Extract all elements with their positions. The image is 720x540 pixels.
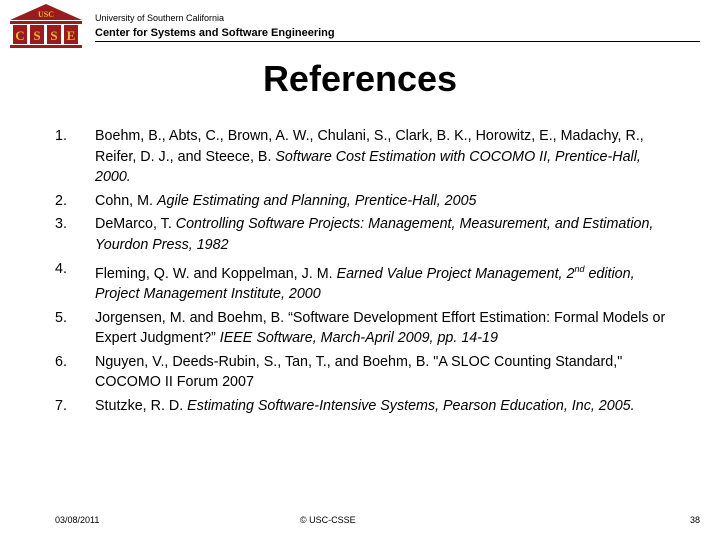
- reference-text: IEEE Software, March-April 2009, pp. 14-19: [219, 330, 498, 347]
- reference-text: nd: [574, 263, 585, 274]
- reference-text: Earned Value Project Management, 2: [336, 265, 575, 282]
- reference-item: [55, 214, 675, 255]
- page-title: References: [262, 58, 458, 99]
- logo-letter-boxes: [13, 25, 78, 44]
- logo-usc-text: USC: [37, 10, 55, 19]
- reference-number: 3.: [55, 216, 67, 233]
- usc-csse-logo: [6, 2, 86, 50]
- reference-number: 1.: [55, 128, 67, 144]
- reference-text: Fleming, Q. W. and Koppelman, J. M.: [95, 265, 337, 282]
- reference-number: 7.: [55, 397, 67, 414]
- reference-item: [55, 352, 675, 393]
- reference-item: [55, 396, 675, 417]
- logo-letter: S: [50, 28, 58, 43]
- logo-letter: S: [33, 28, 41, 43]
- reference-text: edition, Project Management Institute, 2000: [95, 265, 635, 302]
- footer-copyright: © USC-CSSE: [300, 515, 356, 525]
- reference-text: DeMarco, T.: [95, 216, 176, 233]
- footer-date: 03/08/2011: [55, 515, 100, 525]
- reference-number: 4.: [55, 260, 67, 277]
- logo-letter: C: [15, 28, 25, 43]
- reference-item: [55, 259, 675, 305]
- logo-letter: E: [66, 28, 76, 43]
- university-name: University of Southern California: [95, 13, 225, 23]
- header-divider: [95, 41, 700, 42]
- reference-text: Stutzke, R. D.: [95, 397, 188, 414]
- reference-item: [55, 126, 675, 188]
- reference-number: 6.: [55, 353, 67, 370]
- reference-text: Estimating Software-Intensive Systems, Pearson Education, Inc, 2005.: [187, 397, 635, 414]
- reference-text: Nguyen, V., Deeds-Rubin, S., Tan, T., and Boehm, B. "A SLOC Counting Standard," COCOMO II Forum 2007: [95, 353, 623, 391]
- reference-list: [55, 126, 675, 419]
- reference-text: Jorgensen, M. and Boehm, B. “Software Development Effort Estimation: Formal Models or Expert Judgment?”: [95, 309, 666, 347]
- reference-item: [55, 308, 675, 349]
- reference-number: 2.: [55, 192, 67, 209]
- center-name: Center for Systems and Software Engineering: [95, 27, 335, 39]
- reference-text: Boehm, B., Abts, C., Brown, A. W., Chulani, S., Clark, B. K., Horowitz, E., Madachy, R., Reifer, D. J., and Steece, B.: [95, 128, 644, 165]
- reference-text: Software Cost Estimation with COCOMO II, Prentice-Hall, 2000.: [95, 148, 641, 186]
- reference-text: Agile Estimating and Planning, Prentice-Hall, 2005: [156, 192, 477, 209]
- page-number: 38: [689, 515, 700, 525]
- reference-text: Cohn, M.: [95, 192, 157, 209]
- reference-item: [55, 191, 675, 212]
- reference-text: Controlling Software Projects: Management, Measurement, and Estimation, Yourdon Press, 1982: [95, 216, 654, 253]
- reference-number: 5.: [55, 309, 67, 326]
